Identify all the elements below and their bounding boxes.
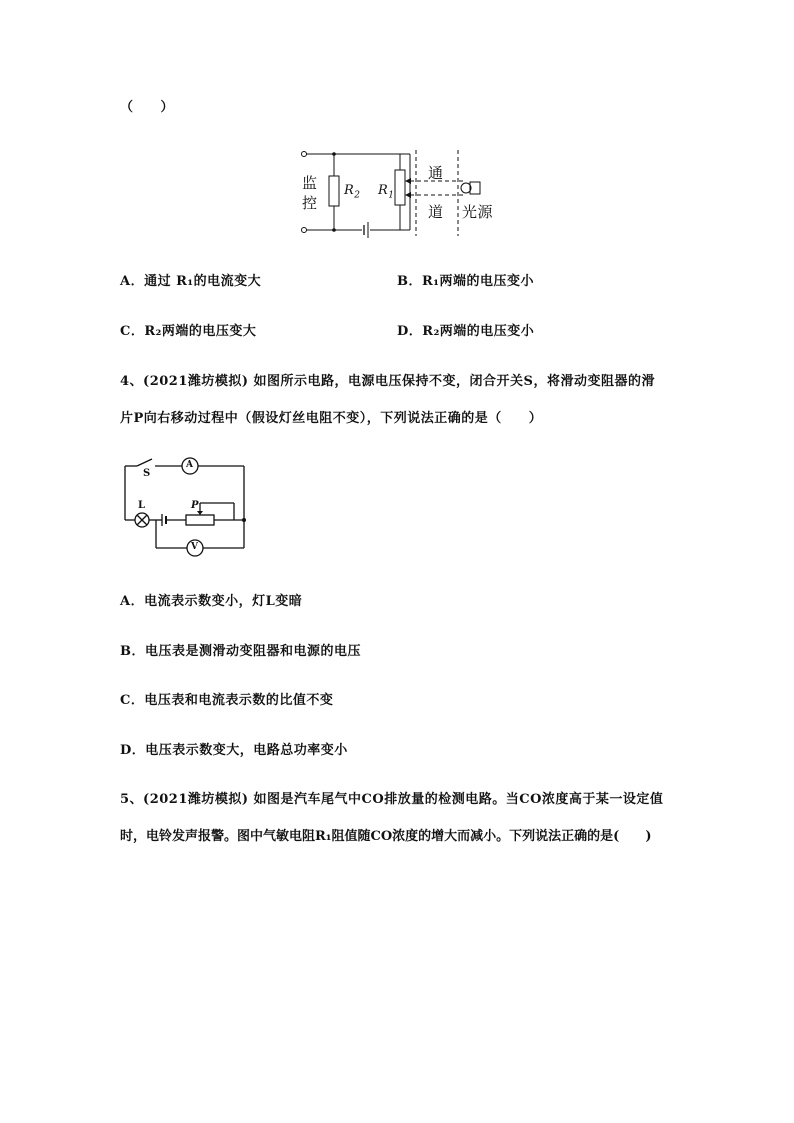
switch-label: S (143, 468, 151, 479)
q4-option-c: C．电压表和电流表示数的比值不变 (120, 693, 334, 708)
channel-label-bottom: 道 (428, 203, 444, 221)
lamp-label: L (138, 500, 146, 511)
q3-option-c: C．R₂两端的电压变大 (120, 324, 257, 339)
monitor-label-bottom: 控 (302, 194, 318, 212)
circuit-diagram-monitor (298, 148, 498, 238)
channel-label-top: 通 (428, 164, 444, 182)
q3-option-a: A．通过 R₁的电流变大 (120, 274, 262, 289)
q4-option-b: B．电压表是测滑动变阻器和电源的电压 (120, 644, 361, 659)
monitor-label-top: 监 (302, 174, 318, 192)
q4-option-d: D．电压表示数变大，电路总功率变小 (120, 743, 348, 758)
q4-text-line1: 4、(2021潍坊模拟) 如图所示电路，电源电压保持不变，闭合开关S，将滑动变阻器的滑 (120, 374, 655, 389)
r1-label: $R_1$ (378, 183, 395, 201)
answer-bracket: （ ） (120, 100, 175, 115)
q4-text-line2: 片P向右移动过程中（假设灯丝电阻不变），下列说法正确的是（ ） (120, 411, 543, 426)
voltmeter-label: V (191, 542, 199, 552)
q4-option-a: A．电流表示数变小，灯L变暗 (120, 594, 303, 609)
q3-option-d: D．R₂两端的电压变小 (397, 324, 535, 339)
slider-label: P (191, 500, 200, 511)
q5-text-line1: 5、(2021潍坊模拟) 如图是汽车尾气中CO排放量的检测电路。当CO浓度高于某一设定值 (120, 792, 664, 807)
q5-text-line2: 时，电铃发声报警。图中气敏电阻R₁阻值随CO浓度的增大而减小。下列说法正确的是( ) (120, 829, 652, 844)
q3-option-b: B．R₁两端的电压变小 (397, 274, 534, 289)
light-source-label: 光源 (462, 203, 494, 221)
ammeter-label: A (186, 460, 194, 470)
r2-label: $R_2$ (344, 183, 361, 201)
